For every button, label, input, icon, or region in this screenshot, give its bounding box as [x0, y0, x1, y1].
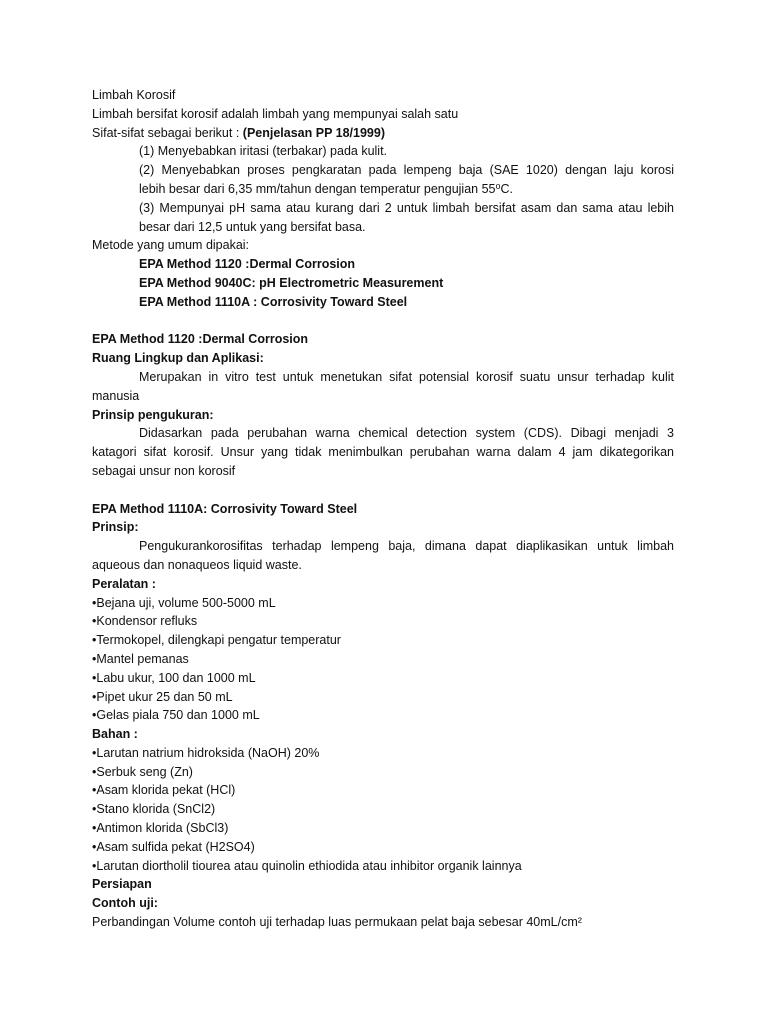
document-body: [92, 86, 674, 932]
definition-text: Sifat-sifat sebagai berikut :: [92, 125, 243, 140]
criterion-2-line-2: lebih besar dari 6,35 mm/tahun dengan temperatur pengujian 55⁰C.: [139, 181, 513, 196]
equipment-item: •Gelas piala 750 dan 1000 mL: [92, 708, 260, 723]
dermal-heading: EPA Method 1120 :Dermal Corrosion: [92, 332, 309, 347]
regulation-reference: (Penjelasan PP 18/1999): [242, 125, 385, 140]
principle-line-3: sebagai unsur non korosif: [92, 463, 236, 478]
equipment-label: Peralatan :: [92, 576, 156, 591]
preparation-label: Persiapan: [92, 877, 152, 892]
materials-label: Bahan :: [92, 727, 138, 742]
method-item: EPA Method 9040C: pH Electrometric Measurement: [139, 275, 444, 290]
material-item: •Stano klorida (SnCl2): [92, 802, 216, 817]
equipment-item: •Kondensor refluks: [92, 614, 198, 629]
method-item: EPA Method 1110A : Corrosivity Toward Steel: [139, 294, 408, 309]
sample-ratio: Perbandingan Volume contoh uji terhadap luas permukaan pelat baja sebesar 40mL/cm²: [92, 915, 582, 930]
spacer: [92, 481, 674, 500]
methods-label: Metode yang umum dipakai:: [92, 238, 250, 253]
principle-line-2: katagori sifat korosif. Unsur yang tidak menimbulkan perubahan warna dalam 4 jam dikategorikan: [92, 445, 674, 460]
steel-principle-label: Prinsip:: [92, 520, 139, 535]
equipment-item: •Bejana uji, volume 500-5000 mL: [92, 595, 276, 610]
spacer: [92, 312, 674, 331]
steel-principle-line-2: aqueous dan nonaqueos liquid waste.: [92, 557, 302, 572]
material-item: •Serbuk seng (Zn): [92, 764, 193, 779]
scope-line-1: Merupakan in vitro test untuk menetukan sifat potensial korosif suatu unsur terhadap kulit: [139, 369, 674, 384]
scope-label: Ruang Lingkup dan Aplikasi:: [92, 351, 264, 366]
equipment-item: •Mantel pemanas: [92, 651, 189, 666]
equipment-item: •Labu ukur, 100 dan 1000 mL: [92, 670, 256, 685]
principle-label: Prinsip pengukuran:: [92, 407, 214, 422]
principle-line-1: Didasarkan pada perubahan warna chemical detection system (CDS). Dibagi menjadi 3: [139, 426, 674, 441]
material-item: •Larutan diortholil tiourea atau quinolin ethiodida atau inhibitor organik lainnya: [92, 858, 522, 873]
material-item: •Asam klorida pekat (HCl): [92, 783, 236, 798]
criterion-3-line-1: (3) Mempunyai pH sama atau kurang dari 2 untuk limbah bersifat asam dan sama atau lebih: [139, 200, 674, 215]
method-item: EPA Method 1120 :Dermal Corrosion: [139, 257, 356, 272]
material-item: •Antimon klorida (SbCl3): [92, 821, 229, 836]
criterion-1: (1) Menyebabkan iritasi (terbakar) pada kulit.: [139, 144, 388, 159]
equipment-item: •Termokopel, dilengkapi pengatur temperatur: [92, 633, 341, 648]
equipment-item: •Pipet ukur 25 dan 50 mL: [92, 689, 233, 704]
material-item: •Larutan natrium hidroksida (NaOH) 20%: [92, 745, 320, 760]
criterion-2-line-1: (2) Menyebabkan proses pengkaratan pada lempeng baja (SAE 1020) dengan laju korosi: [139, 163, 674, 178]
definition-line: Limbah bersifat korosif adalah limbah yang mempunyai salah satu: [92, 106, 459, 121]
material-item: •Asam sulfida pekat (H2SO4): [92, 839, 255, 854]
sample-label: Contoh uji:: [92, 896, 158, 911]
criterion-3-line-2: besar dari 12,5 untuk yang bersifat basa.: [139, 219, 366, 234]
steel-principle-line-1: Pengukurankorosifitas terhadap lempeng baja, dimana dapat diaplikasikan untuk limbah: [139, 539, 674, 554]
scope-line-2: manusia: [92, 388, 140, 403]
section-title: Limbah Korosif: [92, 88, 176, 102]
steel-heading: EPA Method 1110A: Corrosivity Toward Steel: [92, 501, 358, 516]
definition-line-2: [92, 124, 674, 143]
